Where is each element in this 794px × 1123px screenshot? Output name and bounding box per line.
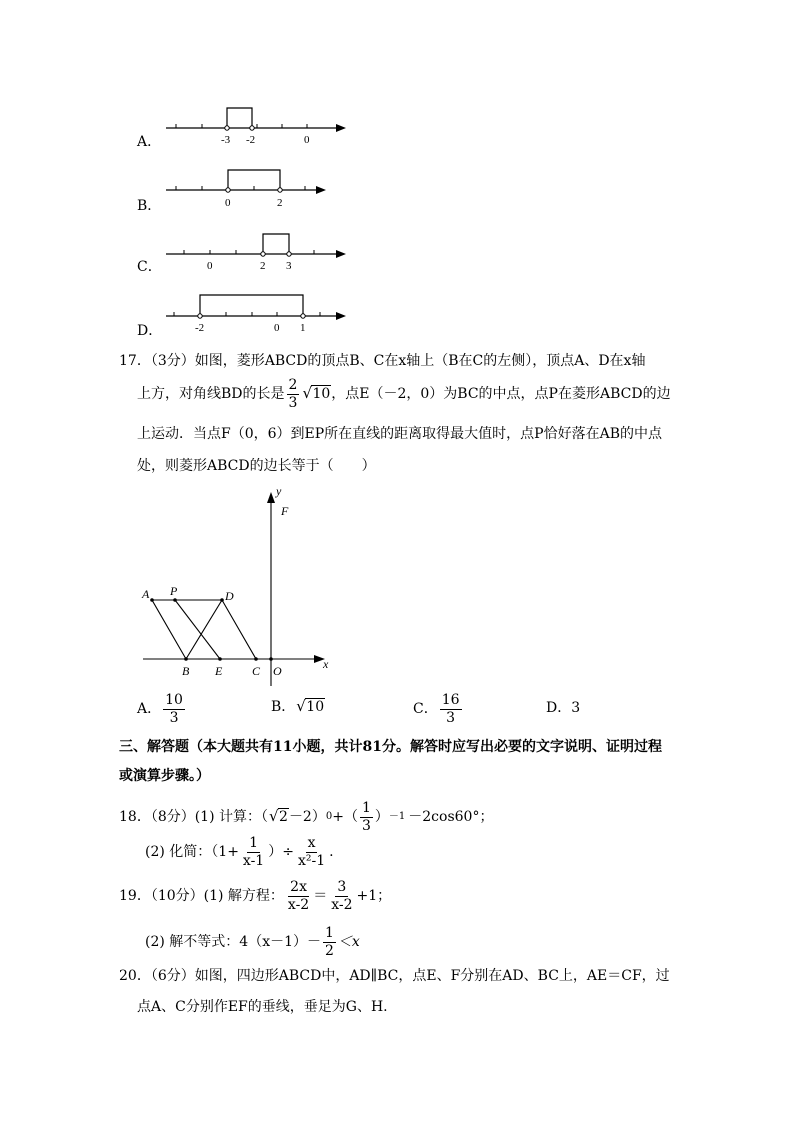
option-d-label: D． [137, 323, 163, 339]
number-line-a [160, 100, 350, 150]
q17-option-c: C． $\frac{16}{3}$ [413, 692, 460, 726]
q17-line-3: 上运动．当点F（0，6）到EP所在直线的距离取得最大值时，点P恰好落在AB的中点 [137, 426, 662, 442]
label-c: C [252, 664, 261, 678]
q19-part-2: (2) 解不等式：4（x－1）－ $\frac{1}{2}$ ＜x [145, 925, 360, 959]
section-3-heading-line-1: 三、解答题（本大题共有11小题，共计81分。解答时应写出必要的文字说明、证明过程 [119, 739, 662, 755]
tick-label: -3 [221, 134, 231, 146]
segment-pe [175, 600, 220, 659]
tick-label: 1 [300, 322, 306, 334]
sqrt-10: √ 10 [302, 387, 331, 401]
tick-label: 0 [207, 260, 213, 272]
q20-line-1: 20．（6分）如图，四边形ABCD中，AD∥BC，点E、F分别在AD、BC上，AE＝CF，过 [119, 968, 670, 984]
label-a: A [142, 587, 150, 601]
tick-label: 3 [286, 260, 292, 272]
number-line-d [160, 288, 350, 338]
option-c-label: C． [137, 259, 162, 275]
tick-label: 2 [260, 260, 266, 272]
q17-line-2: 上方，对角线BD的长是 $\frac{2}{3}$ √ 10 ，点E（－2，0）为BC的中点，点P在菱形ABCD的边 [137, 378, 671, 410]
number-line-c [160, 226, 350, 276]
q17-option-d: D．3 [546, 700, 581, 716]
segment-bd [186, 600, 222, 659]
tick-label: 2 [277, 197, 283, 209]
sqrt-10-option: √ 10 [296, 700, 325, 714]
label-p: P [170, 584, 178, 598]
label-d: D [225, 589, 234, 603]
label-f: F [281, 504, 289, 518]
q18-part-1: 18．（8分）(1) 计算：（ √ 2 －2） 0 +（ $\frac{1}{3}$ ） －1 －2cos60°； [119, 801, 493, 833]
tick-label: 0 [274, 322, 280, 334]
tick-label: 0 [304, 134, 310, 146]
label-b: B [182, 664, 190, 678]
tick-label: -2 [195, 322, 205, 334]
tick-label: -2 [246, 134, 256, 146]
label-o: O [273, 664, 282, 678]
q17-option-a: A． $\frac{10}{3}$ [137, 692, 183, 726]
q17-line-1: 17．（3分）如图，菱形ABCD的顶点B、C在x轴上（B在C的左侧），顶点A、D在x轴 [119, 353, 646, 369]
q17-option-b: B． √ 10 [271, 700, 325, 714]
q20-line-2: 点A、C分别作EF的垂线，垂足为G、H. [137, 999, 388, 1015]
q19-part-1: 19．（10分）(1) 解方程： $\frac{2x}{x-2}$ ＝ $\frac{3}{x-2}$ +1； [119, 879, 392, 913]
number-line-b [160, 162, 350, 212]
bd-length-fraction: $\frac{2}{3}$ [288, 377, 298, 411]
label-x: x [323, 657, 329, 671]
rhombus-figure [135, 478, 345, 688]
q17-line-4: 处，则菱形ABCD的边长等于（ ） [137, 458, 376, 474]
sqrt-2: √ 2 [269, 810, 289, 824]
option-a-label: A． [137, 134, 162, 150]
tick-label: 0 [225, 197, 231, 209]
q18-part-2: (2) 化简：（1+ $\frac{1}{x-1}$ ）÷ $\frac{x}{\text{x²-1}}$ . [145, 835, 334, 869]
label-y: y [276, 484, 282, 498]
option-b-label: B． [137, 198, 162, 214]
label-e: E [215, 664, 223, 678]
section-3-heading-line-2: 或演算步骤。） [119, 768, 210, 784]
